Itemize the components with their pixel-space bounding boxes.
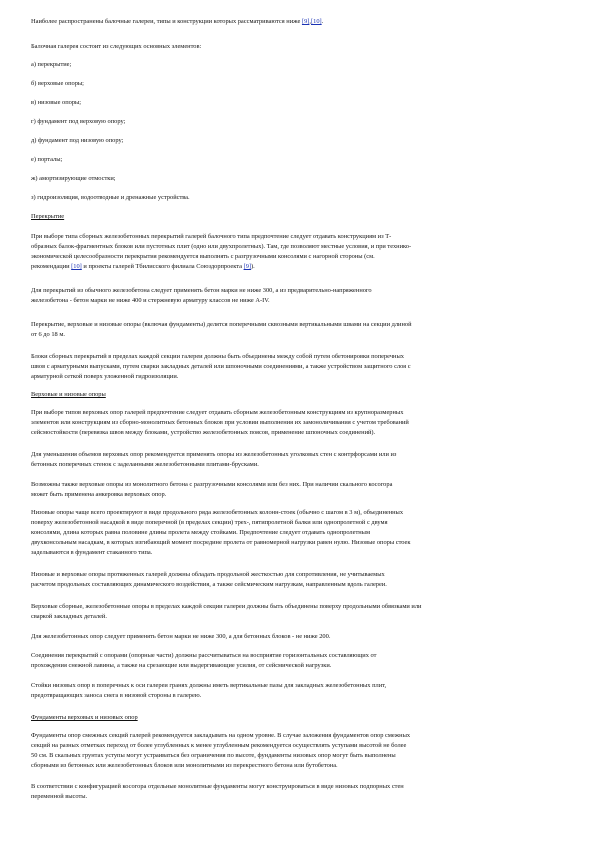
list-item: в) низовые опоры; — [31, 99, 82, 106]
list-item: е) порталы; — [31, 156, 63, 163]
reference-link-10[interactable]: [10] — [71, 263, 82, 270]
reference-link-9[interactable]: [9] — [243, 263, 252, 270]
paragraph-end: ). — [251, 263, 255, 270]
paragraph: Фундаменты опор смежных секций галерей рекомендуется закладывать на одном уровне. В случае заложения фундаментов опор смежных секций на разных отметках переход от более углубленных к менее углубленным рекомендуется осуществлять уступами высотой не более 50 см. В скальных грунтах уступы могут устраиваться без ограничения по высоте, фундаменты низовых опор могут быть выполнены сборными из бетонных или железобетонных блоков или монолитными из перекрестного бетона или бутобетона. — [31, 732, 411, 769]
list-item: ж) амортизирующие отмостки; — [31, 175, 116, 182]
list-item: д) фундамент под низовую опору; — [31, 137, 124, 144]
intro-text: Наиболее распространены балочные галереи, типы и конструкции которых рассматриваются ниже — [31, 18, 301, 25]
intro-paragraph: Наиболее распространены балочные галереи, типы и конструкции которых рассматриваются ниже [9],[10]. — [31, 18, 324, 25]
paragraph: Стойки низовых опор в поперечных к оси галереи гранях должны иметь вертикальные пазы для закладных железобетонных плит, предотвращающих заноса снега в низовой стороны в галерею. — [31, 682, 387, 699]
section-heading-foundations: Фундаменты верховых и низовых опор — [31, 714, 138, 721]
list-item: з) гидроизоляция, водоотводные и дренажные устройства. — [31, 194, 190, 201]
paragraph: Низовые опоры чаще всего проектируют в виде продольного ряда железобетонных колонн-стоек (обычно с шагом в 3 м), объединенных поверху железобетонной насадкой в виде поперечной (в пределах секции) трех-, пятипролетной балки или однопролетной с двумя консолями, длина которых равна половине длины пролета между стойками. Предпочтение следует отдавать однопролетным двухконсольным насадкам, в которых изгибающий момент посредине пролета от равномерной нагрузки равен нулю. Низовые опоры стоек заделываются в фундамент стаканного типа. — [31, 509, 411, 556]
paragraph-text: При выборе типа сборных железобетонных перекрытий галерей балочного типа предпочтение следует отдавать конструкциям из Т- образных балок-фрагментных блоков или пустотных плит (одно или двухпролетных). Там, где позволяют местные условия, и при технико- экономической целесообразности перекрытия рекомендуется выполнять с разгрузочными консолями с нагорной стороны (см. рекомендации — [31, 233, 412, 270]
paragraph: В соответствии с конфигурацией косогора отдельные монолитные фундаменты могут конструироваться в виде низовых подпорных стен переменной высоты. — [31, 783, 404, 800]
section-heading-supports: Верховые и низовые опоры — [31, 391, 106, 398]
paragraph: Для перекрытий из обычного железобетона следует применять бетон марки не ниже 300, а из предварительно-напряженного железобетона - бетон марки не ниже 400 и стержневую арматуру классов не ниже А-IV. — [31, 287, 372, 304]
paragraph-text: и проекты галерей Тбилисского филиала Союздорпроекта — [83, 263, 242, 270]
paragraph: Низовые и верховые опоры протяженных галерей должны обладать продольной жесткостью для сопротивления, не учитываемых расчетом продольных составляющих динамического воздействия, а также сейсмическим нагрузкам, направленным вдоль галереи. — [31, 571, 387, 588]
paragraph: Перекрытие, верховые и низовые опоры (включая фундаменты) делятся поперечными сквозными вертикальными швами на секции длиной от 6 до 18 м. — [31, 321, 412, 338]
paragraph: Верховые сборные, железобетонные опоры в пределах каждой секции галереи должны быть объединены поверху продольными обвязками или сваркой закладных деталей. — [31, 603, 422, 620]
paragraph: При выборе типов верховых опор галерей предпочтение следует отдавать сборным железобетонным конструкциям из крупноразмерных элементов или конструкциям из сборно-монолитных бетонных блоков при условии выполнения их замоноличивания с учетом требований сейсмостойкости (перевязка швов между блоками, устройство железобетонных поясов, применение шпоночных соединений). — [31, 409, 409, 436]
paragraph — [31, 232, 563, 272]
paragraph: Для железобетонных опор следует применять бетон марки не ниже 300, а для бетонных блоков - не ниже 200. — [31, 633, 331, 640]
list-item: а) перекрытие; — [31, 61, 72, 68]
reference-link-9[interactable]: [9] — [301, 18, 310, 25]
elements-intro: Балочная галерея состоит из следующих основных элементов: — [31, 43, 202, 50]
paragraph: Для уменьшения объемов верховых опор рекомендуется применять опоры из железобетонных уголковых стен с контрфорсами или из бетонных поперечных стенок с заделанными железобетонными плитами-брусками. — [31, 451, 397, 468]
list-item: г) фундамент под верховую опору; — [31, 118, 126, 125]
intro-end: . — [321, 18, 324, 25]
section-heading-overlap: Перекрытие — [31, 213, 65, 220]
paragraph: Блоки сборных перекрытий в пределах каждой секции галереи должны быть объединены между собой путем обетонировки поперечных швов с арматурными выпусками, путем сварки закладных деталей или шпоночными соединениями, а также устройством защитного слоя с арматурной сеткой поверх уложенной гидроизоляции. — [31, 353, 411, 380]
list-item: б) верховые опоры; — [31, 80, 84, 87]
paragraph: Возможны также верховые опоры из монолитного бетона с разгрузочными консолями или без них. При наличии скального косогора может быть применена анкеровка верховых опор. — [31, 481, 393, 498]
reference-link-10[interactable]: [10] — [311, 18, 322, 25]
paragraph: Соединения перекрытий с опорами (опорные части) должны рассчитываться на восприятие горизонтальных составляющих от прохождения снежной лавины, а также на срезающие или выдергивающие усилия, от сейсмической нагрузки. — [31, 652, 377, 669]
